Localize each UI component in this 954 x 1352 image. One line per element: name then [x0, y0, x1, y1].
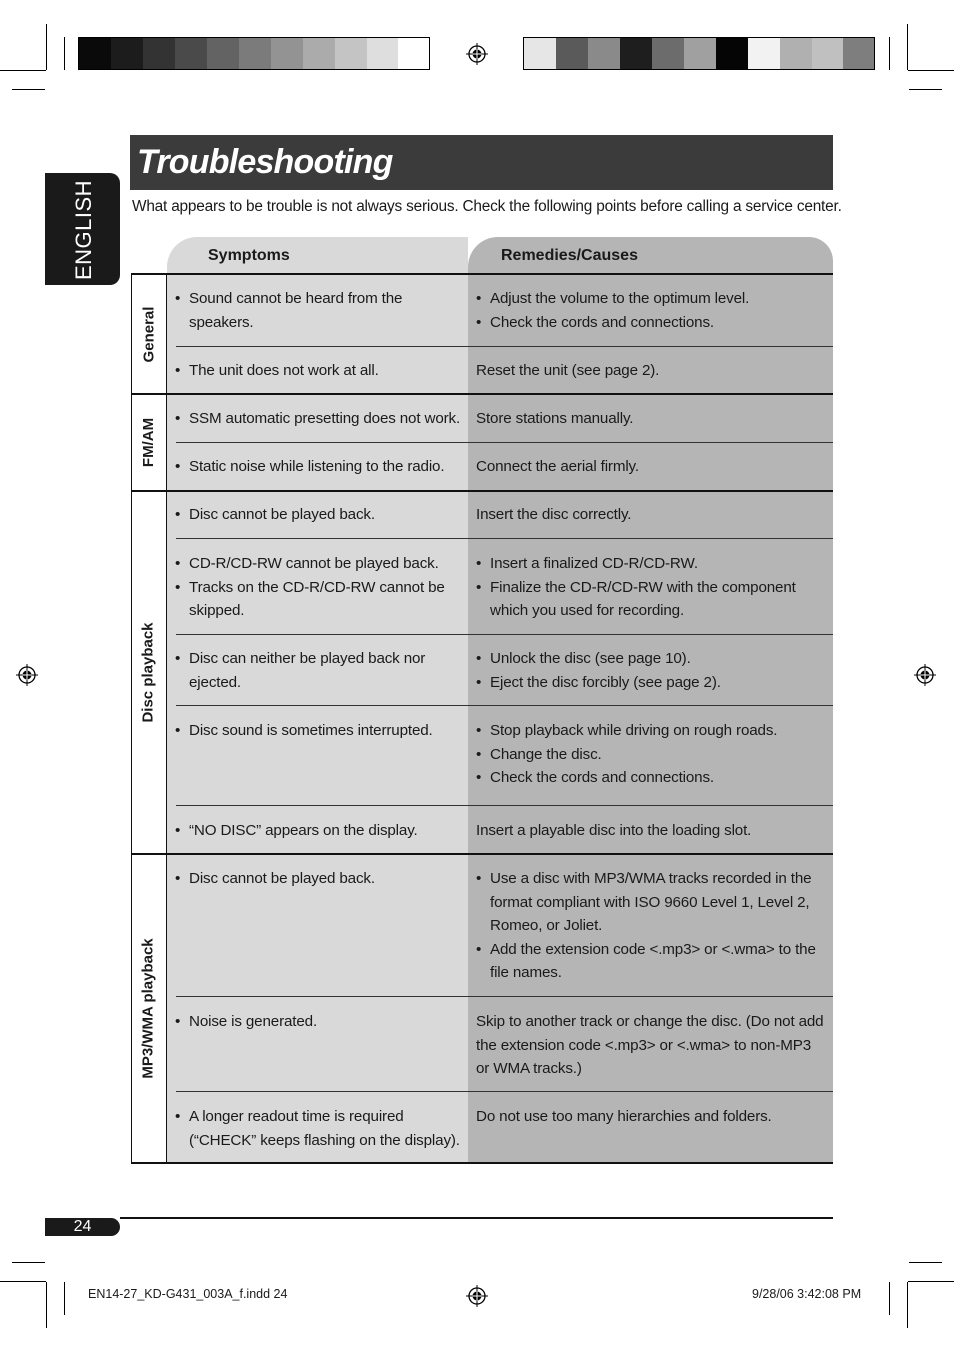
swatch — [271, 38, 303, 69]
remedy-cell — [476, 819, 828, 843]
swatch — [111, 38, 143, 69]
intro-text: What appears to be trouble is not always serious. Check the following points before calling a service center. — [132, 198, 842, 215]
row-divider — [176, 996, 833, 997]
remedy-text: Reset the unit (see page 2). — [476, 362, 660, 379]
remedy-text: Insert a playable disc into the loading slot. — [476, 822, 752, 839]
remedy-item: • Add the extension code <.mp3> or <.wma> to the file names. — [476, 938, 828, 985]
symptom-cell — [175, 719, 461, 743]
crop-mark-icon — [908, 70, 954, 71]
symptoms-header: Symptoms — [208, 247, 290, 264]
remedy-cell — [476, 1105, 828, 1129]
swatch — [588, 38, 620, 69]
remedies-header: Remedies/Causes — [501, 247, 638, 264]
crop-mark-icon — [889, 1282, 890, 1315]
remedy-cell — [476, 407, 828, 431]
symptom-cell — [175, 867, 461, 891]
crop-mark-icon — [0, 70, 46, 71]
row-divider — [176, 1091, 833, 1092]
remedy-cell — [476, 1010, 828, 1081]
crop-mark-icon — [46, 1282, 47, 1328]
category-label: General — [140, 306, 157, 362]
category-fmam — [131, 395, 166, 490]
category-label: FM/AM — [140, 417, 157, 468]
remedy-item: • Stop playback while driving on rough roads. — [476, 719, 828, 743]
crop-mark-icon — [46, 24, 47, 70]
page-number: 24 — [73, 1218, 92, 1235]
symptom-item: • Tracks on the CD-R/CD-RW cannot be skipped. — [175, 576, 461, 623]
remedy-item: • Eject the disc forcibly (see page 2). — [476, 671, 828, 695]
remedy-item: • Change the disc. — [476, 743, 828, 767]
slug-filename: EN14-27_KD-G431_003A_f.indd 24 — [88, 1287, 288, 1301]
swatch — [175, 38, 207, 69]
crop-mark-icon — [12, 1262, 45, 1263]
symptom-cell — [175, 455, 461, 479]
registration-mark-icon — [466, 43, 488, 65]
symptom-cell — [175, 407, 461, 431]
remedy-cell — [476, 647, 828, 694]
swatch — [143, 38, 175, 69]
symptom-item: • Disc can neither be played back nor ejected. — [175, 647, 461, 694]
remedy-cell — [476, 719, 828, 790]
category-right-rule — [166, 274, 167, 1163]
swatch — [398, 38, 429, 69]
registration-mark-icon — [466, 1285, 488, 1307]
swatch — [524, 38, 556, 69]
symptom-item: • Static noise while listening to the radio. — [175, 455, 461, 479]
swatch — [652, 38, 684, 69]
swatch — [367, 38, 398, 69]
symptom-cell — [175, 287, 461, 334]
symptom-cell — [175, 1010, 461, 1034]
remedy-text: Do not use too many hierarchies and folders. — [476, 1108, 772, 1125]
row-divider — [176, 805, 833, 806]
remedy-item: • Adjust the volume to the optimum level. — [476, 287, 828, 311]
symptom-item: • Disc cannot be played back. — [175, 867, 461, 891]
registration-mark-icon — [914, 664, 936, 686]
symptom-item: • Sound cannot be heard from the speakers. — [175, 287, 461, 334]
remedy-cell — [476, 455, 828, 479]
symptom-item: • “NO DISC” appears on the display. — [175, 819, 461, 843]
symptom-cell — [175, 1105, 461, 1152]
symptom-item: • Noise is generated. — [175, 1010, 461, 1034]
row-divider — [176, 346, 833, 347]
footer-rule — [120, 1217, 833, 1219]
remedy-item: • Insert a finalized CD-R/CD-RW. — [476, 552, 828, 576]
crop-mark-icon — [907, 1282, 908, 1328]
remedy-item: • Check the cords and connections. — [476, 311, 828, 335]
swatch — [748, 38, 780, 69]
remedy-text: Connect the aerial firmly. — [476, 458, 639, 475]
crop-mark-icon — [0, 1281, 46, 1282]
swatch — [79, 38, 111, 69]
category-general — [131, 275, 166, 393]
remedy-text: Insert the disc correctly. — [476, 506, 632, 523]
swatch — [812, 38, 843, 69]
remedy-cell — [476, 552, 828, 623]
row-divider — [176, 705, 833, 706]
remedy-text: Skip to another track or change the disc. (Do not add the extension code <.mp3> or <.wma> to non-MP3 or WMA tracks.) — [476, 1013, 824, 1078]
row-divider — [176, 538, 833, 539]
swatch — [239, 38, 271, 69]
swatch — [620, 38, 652, 69]
swatch — [684, 38, 716, 69]
category-divider — [131, 853, 833, 855]
symptom-item: • Disc sound is sometimes interrupted. — [175, 719, 461, 743]
remedy-item: • Finalize the CD-R/CD-RW with the component which you used for recording. — [476, 576, 828, 623]
crop-mark-icon — [909, 1262, 942, 1263]
registration-mark-icon — [16, 664, 38, 686]
remedy-item: • Unlock the disc (see page 10). — [476, 647, 828, 671]
swatch — [207, 38, 239, 69]
crop-mark-icon — [889, 37, 890, 70]
slug-timestamp: 9/28/06 3:42:08 PM — [752, 1287, 862, 1301]
language-tab-label: ENGLISH — [71, 179, 96, 281]
category-label: MP3/WMA playback — [140, 938, 157, 1079]
symptom-item: • The unit does not work at all. — [175, 359, 461, 383]
symptom-item: • CD-R/CD-RW cannot be played back. — [175, 552, 461, 576]
crop-mark-icon — [64, 1282, 65, 1315]
remedy-cell — [476, 503, 828, 527]
symptom-cell — [175, 819, 461, 843]
row-divider — [176, 634, 833, 635]
symptom-cell — [175, 647, 461, 694]
swatch — [780, 38, 812, 69]
remedy-cell — [476, 287, 828, 334]
symptom-item: • SSM automatic presetting does not work. — [175, 407, 461, 431]
remedy-item: • Check the cords and connections. — [476, 766, 828, 790]
crop-mark-icon — [64, 37, 65, 70]
swatch — [335, 38, 367, 69]
category-disc-playback — [131, 492, 166, 853]
category-label: Disc playback — [140, 622, 157, 723]
category-divider — [131, 490, 833, 492]
remedy-cell — [476, 359, 828, 383]
swatch — [843, 38, 874, 69]
symptom-item: • Disc cannot be played back. — [175, 503, 461, 527]
category-divider — [131, 393, 833, 395]
table-top-rule — [131, 273, 833, 275]
symptom-item: • A longer readout time is required (“CHECK” keeps flashing on the display). — [175, 1105, 461, 1152]
remedy-item: • Use a disc with MP3/WMA tracks recorded in the format compliant with ISO 9660 Level 1, Level 2, Romeo, or Joliet. — [476, 867, 828, 938]
crop-mark-icon — [12, 89, 45, 90]
symptom-cell — [175, 359, 461, 383]
crop-mark-icon — [907, 24, 908, 70]
crop-mark-icon — [909, 89, 942, 90]
symptom-cell — [175, 503, 461, 527]
symptom-cell — [175, 552, 461, 623]
swatch — [556, 38, 588, 69]
remedy-text: Store stations manually. — [476, 410, 634, 427]
swatch — [303, 38, 335, 69]
table-bottom-rule — [131, 1162, 833, 1164]
crop-mark-icon — [908, 1281, 954, 1282]
row-divider — [176, 442, 833, 443]
language-tab-label-wrap — [49, 179, 119, 281]
swatch — [716, 38, 748, 69]
remedy-cell — [476, 867, 828, 985]
page-title: Troubleshooting — [137, 143, 393, 181]
category-mp3-playback — [131, 855, 166, 1162]
